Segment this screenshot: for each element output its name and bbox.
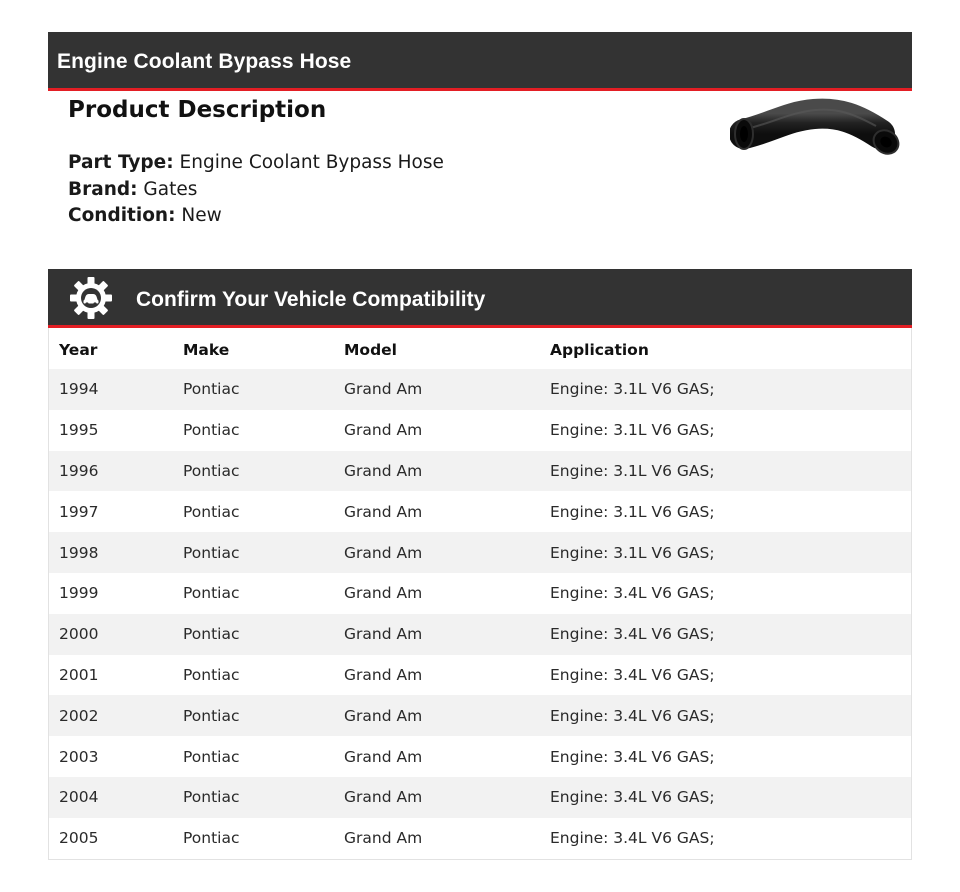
compatibility-table: [49, 328, 911, 859]
model-cell: Grand Am: [344, 421, 423, 440]
compatibility-table-container: [48, 328, 912, 860]
part-type-row: [68, 150, 444, 177]
product-description-heading: Product Description: [68, 97, 327, 123]
table-row: [49, 573, 911, 614]
make-cell: Pontiac: [183, 829, 240, 848]
condition-label: Condition:: [68, 205, 176, 226]
model-cell: Grand Am: [344, 747, 423, 766]
make-cell: Pontiac: [183, 502, 240, 521]
compatibility-title: Confirm Your Vehicle Compatibility: [136, 288, 486, 311]
year-cell: 2001: [59, 665, 99, 684]
model-cell: Grand Am: [344, 829, 423, 848]
year-cell: 2002: [59, 706, 99, 725]
column-header-model: Model: [344, 341, 397, 359]
table-body: [49, 369, 911, 859]
table-row: [49, 818, 911, 859]
year-cell: 1997: [59, 502, 99, 521]
year-cell: 2005: [59, 829, 99, 848]
condition-row: [68, 203, 444, 230]
table-header-row: [49, 328, 911, 369]
model-cell: Grand Am: [344, 625, 423, 644]
make-cell: Pontiac: [183, 625, 240, 644]
year-cell: 2000: [59, 625, 99, 644]
brand-value: Gates: [143, 178, 198, 200]
year-cell: 2004: [59, 788, 99, 807]
application-cell: Engine: 3.1L V6 GAS;: [550, 380, 715, 399]
table-row: [49, 451, 911, 492]
make-cell: Pontiac: [183, 665, 240, 684]
brand-label: Brand:: [68, 178, 138, 200]
make-cell: Pontiac: [183, 788, 240, 807]
table-row: [49, 491, 911, 532]
application-cell: Engine: 3.4L V6 GAS;: [550, 829, 715, 848]
make-cell: Pontiac: [183, 584, 240, 603]
table-row: [49, 777, 911, 818]
model-cell: Grand Am: [344, 461, 423, 480]
column-header-year: Year: [59, 341, 98, 359]
table-row: [49, 369, 911, 410]
model-cell: Grand Am: [344, 788, 423, 807]
column-header-make: Make: [183, 341, 230, 359]
model-cell: Grand Am: [344, 706, 423, 725]
application-cell: Engine: 3.4L V6 GAS;: [550, 584, 715, 603]
application-cell: Engine: 3.1L V6 GAS;: [550, 461, 715, 480]
make-cell: Pontiac: [183, 747, 240, 766]
title-bar: [48, 32, 912, 91]
table-row: [49, 736, 911, 777]
application-cell: Engine: 3.4L V6 GAS;: [550, 706, 715, 725]
make-cell: Pontiac: [183, 380, 240, 399]
brand-row: [68, 177, 444, 204]
page-title: Engine Coolant Bypass Hose: [57, 50, 352, 73]
table-row: [49, 614, 911, 655]
table-row: [49, 532, 911, 573]
model-cell: Grand Am: [344, 665, 423, 684]
application-cell: Engine: 3.1L V6 GAS;: [550, 543, 715, 562]
make-cell: Pontiac: [183, 421, 240, 440]
year-cell: 1998: [59, 543, 99, 562]
year-cell: 1996: [59, 461, 99, 480]
compatibility-bar: [48, 269, 912, 328]
year-cell: 1999: [59, 584, 99, 603]
make-cell: Pontiac: [183, 461, 240, 480]
model-cell: Grand Am: [344, 543, 423, 562]
gear-car-icon: [69, 276, 113, 320]
table-row: [49, 410, 911, 451]
application-cell: Engine: 3.1L V6 GAS;: [550, 421, 715, 440]
application-cell: Engine: 3.4L V6 GAS;: [550, 747, 715, 766]
year-cell: 1995: [59, 421, 99, 440]
product-details: [68, 150, 444, 230]
table-row: [49, 695, 911, 736]
application-cell: Engine: 3.4L V6 GAS;: [550, 665, 715, 684]
coolant-hose-image: [730, 98, 906, 166]
application-cell: Engine: 3.1L V6 GAS;: [550, 502, 715, 521]
part-type-label: Part Type:: [68, 152, 174, 173]
model-cell: Grand Am: [344, 502, 423, 521]
condition-value: New: [181, 205, 222, 226]
model-cell: Grand Am: [344, 380, 423, 399]
make-cell: Pontiac: [183, 706, 240, 725]
application-cell: Engine: 3.4L V6 GAS;: [550, 625, 715, 644]
year-cell: 1994: [59, 380, 99, 399]
part-type-value: Engine Coolant Bypass Hose: [179, 152, 444, 173]
model-cell: Grand Am: [344, 584, 423, 603]
year-cell: 2003: [59, 747, 99, 766]
application-cell: Engine: 3.4L V6 GAS;: [550, 788, 715, 807]
column-header-application: Application: [550, 341, 649, 359]
make-cell: Pontiac: [183, 543, 240, 562]
table-row: [49, 655, 911, 696]
